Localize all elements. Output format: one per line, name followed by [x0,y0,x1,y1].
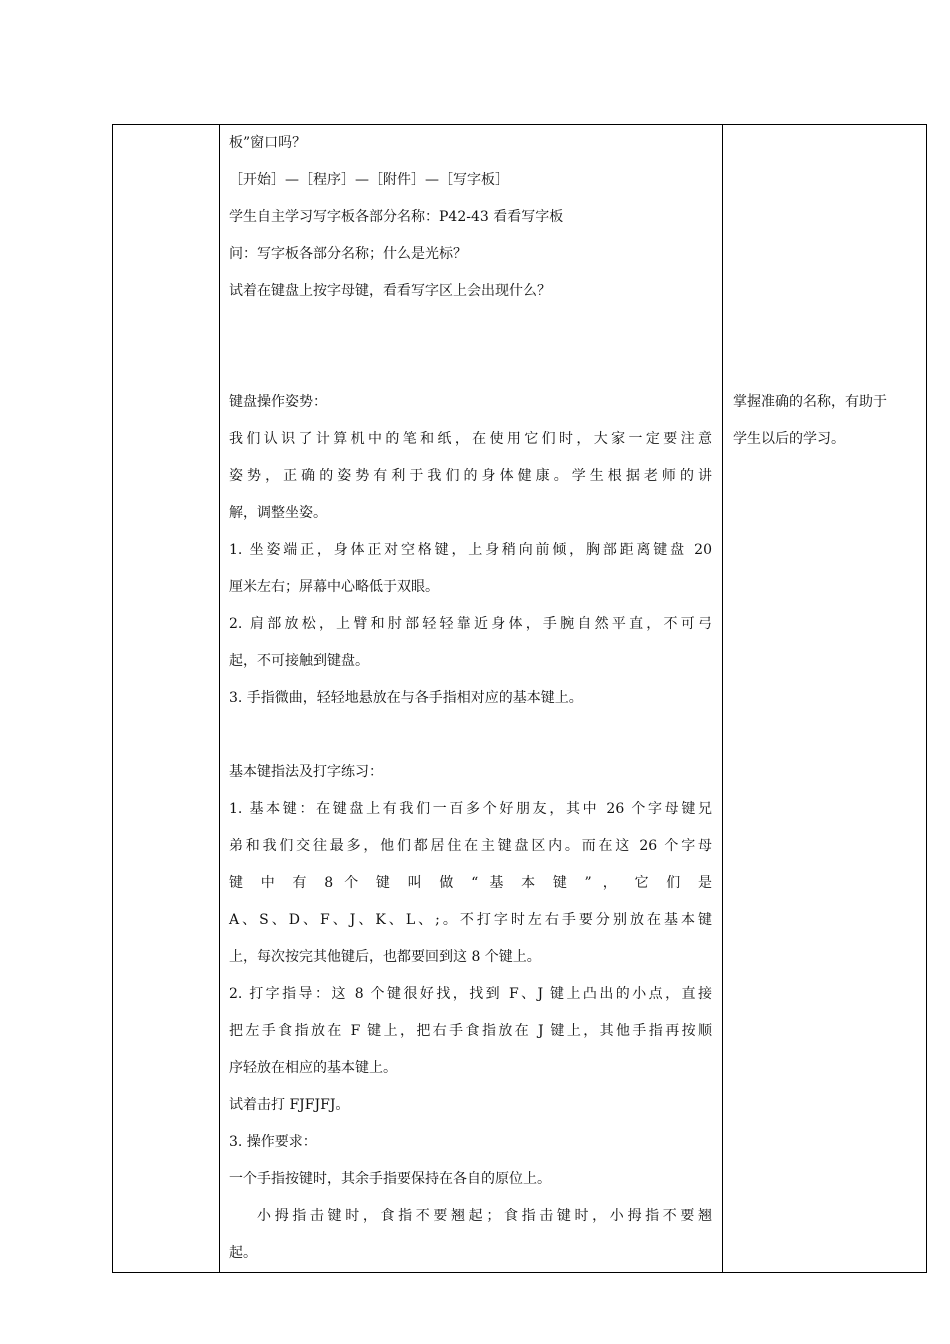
table-row [113,125,927,1273]
text-line: 序轻放在相应的基本键上。 [229,1060,397,1076]
text-line: 弟和我们交往最多，他们都居住在主键盘区内。而在这 26 个字母 [229,838,712,854]
design-intent-cell [723,125,927,1273]
text-line: 上，每次按完其他键后，也都要回到这 8 个键上。 [229,949,541,965]
text-line: 学生自主学习写字板各部分名称：P42-43 看看写字板 [229,209,564,225]
text-line: 学生以后的学习。 [733,431,845,447]
spacer [229,717,712,754]
text-line: 一个手指按键时，其余手指要保持在各自的原位上。 [229,1171,551,1187]
posture-heading: 键盘操作姿势： [229,394,327,410]
question-line: 问：写字板各部分名称；什么是光标？ [229,246,467,262]
text-line: 试着击打 FJFJFJ。 [229,1097,350,1113]
text-line: 板”窗口吗？ [229,135,307,151]
text-line: 我们认识了计算机中的笔和纸，在使用它们时，大家一定要注意 [229,431,712,447]
text-line: 1. 基本键：在键盘上有我们一百多个好朋友，其中 26 个字母键兄 [229,801,712,817]
spacer [229,310,712,347]
text-line: 3. 操作要求： [229,1134,317,1150]
left-empty-cell [113,125,220,1273]
menu-path-line: ［开始］—［程序］—［附件］—［写字板］ [229,172,509,188]
list-item: 2. 肩部放松，上臂和肘部轻轻靠近身体，手腕自然平直，不可弓 [229,616,712,632]
text-line: 姿势，正确的姿势有利于我们的身体健康。学生根据老师的讲 [229,468,712,484]
text-line: 把左手食指放在 F 键上，把右手食指放在 J 键上，其他手指再按顺 [229,1023,712,1039]
text-line: A、S、D、F、J、K、L、;。不打字时左右手要分别放在基本键 [229,912,712,928]
spacer [229,347,712,384]
text-line: 试着在键盘上按字母键，看看写字区上会出现什么？ [229,283,551,299]
text-line: 掌握准确的名称，有助于 [733,394,887,410]
teaching-process-cell [220,125,723,1273]
lesson-plan-table [112,124,927,1273]
text-line: 起。 [229,1245,257,1261]
list-item: 1. 坐姿端正，身体正对空格键，上身稍向前倾，胸部距离键盘 20 [229,542,712,558]
list-item: 厘米左右；屏幕中心略低于双眼。 [229,579,439,595]
text-line: 键 中 有 8 个 键 叫 做 “ 基 本 键 ” ， 它 们 是 [229,875,712,891]
text-line: 2. 打字指导：这 8 个键很好找，找到 F、J 键上凸出的小点，直接 [229,986,712,1002]
list-item: 起，不可接触到键盘。 [229,653,369,669]
text-line: 小拇指击键时，食指不要翘起；食指击键时，小拇指不要翘 [257,1208,712,1224]
keys-heading: 基本键指法及打字练习： [229,764,383,780]
list-item: 3. 手指微曲，轻轻地悬放在与各手指相对应的基本键上。 [229,690,583,706]
text-line: 解，调整坐姿。 [229,505,327,521]
